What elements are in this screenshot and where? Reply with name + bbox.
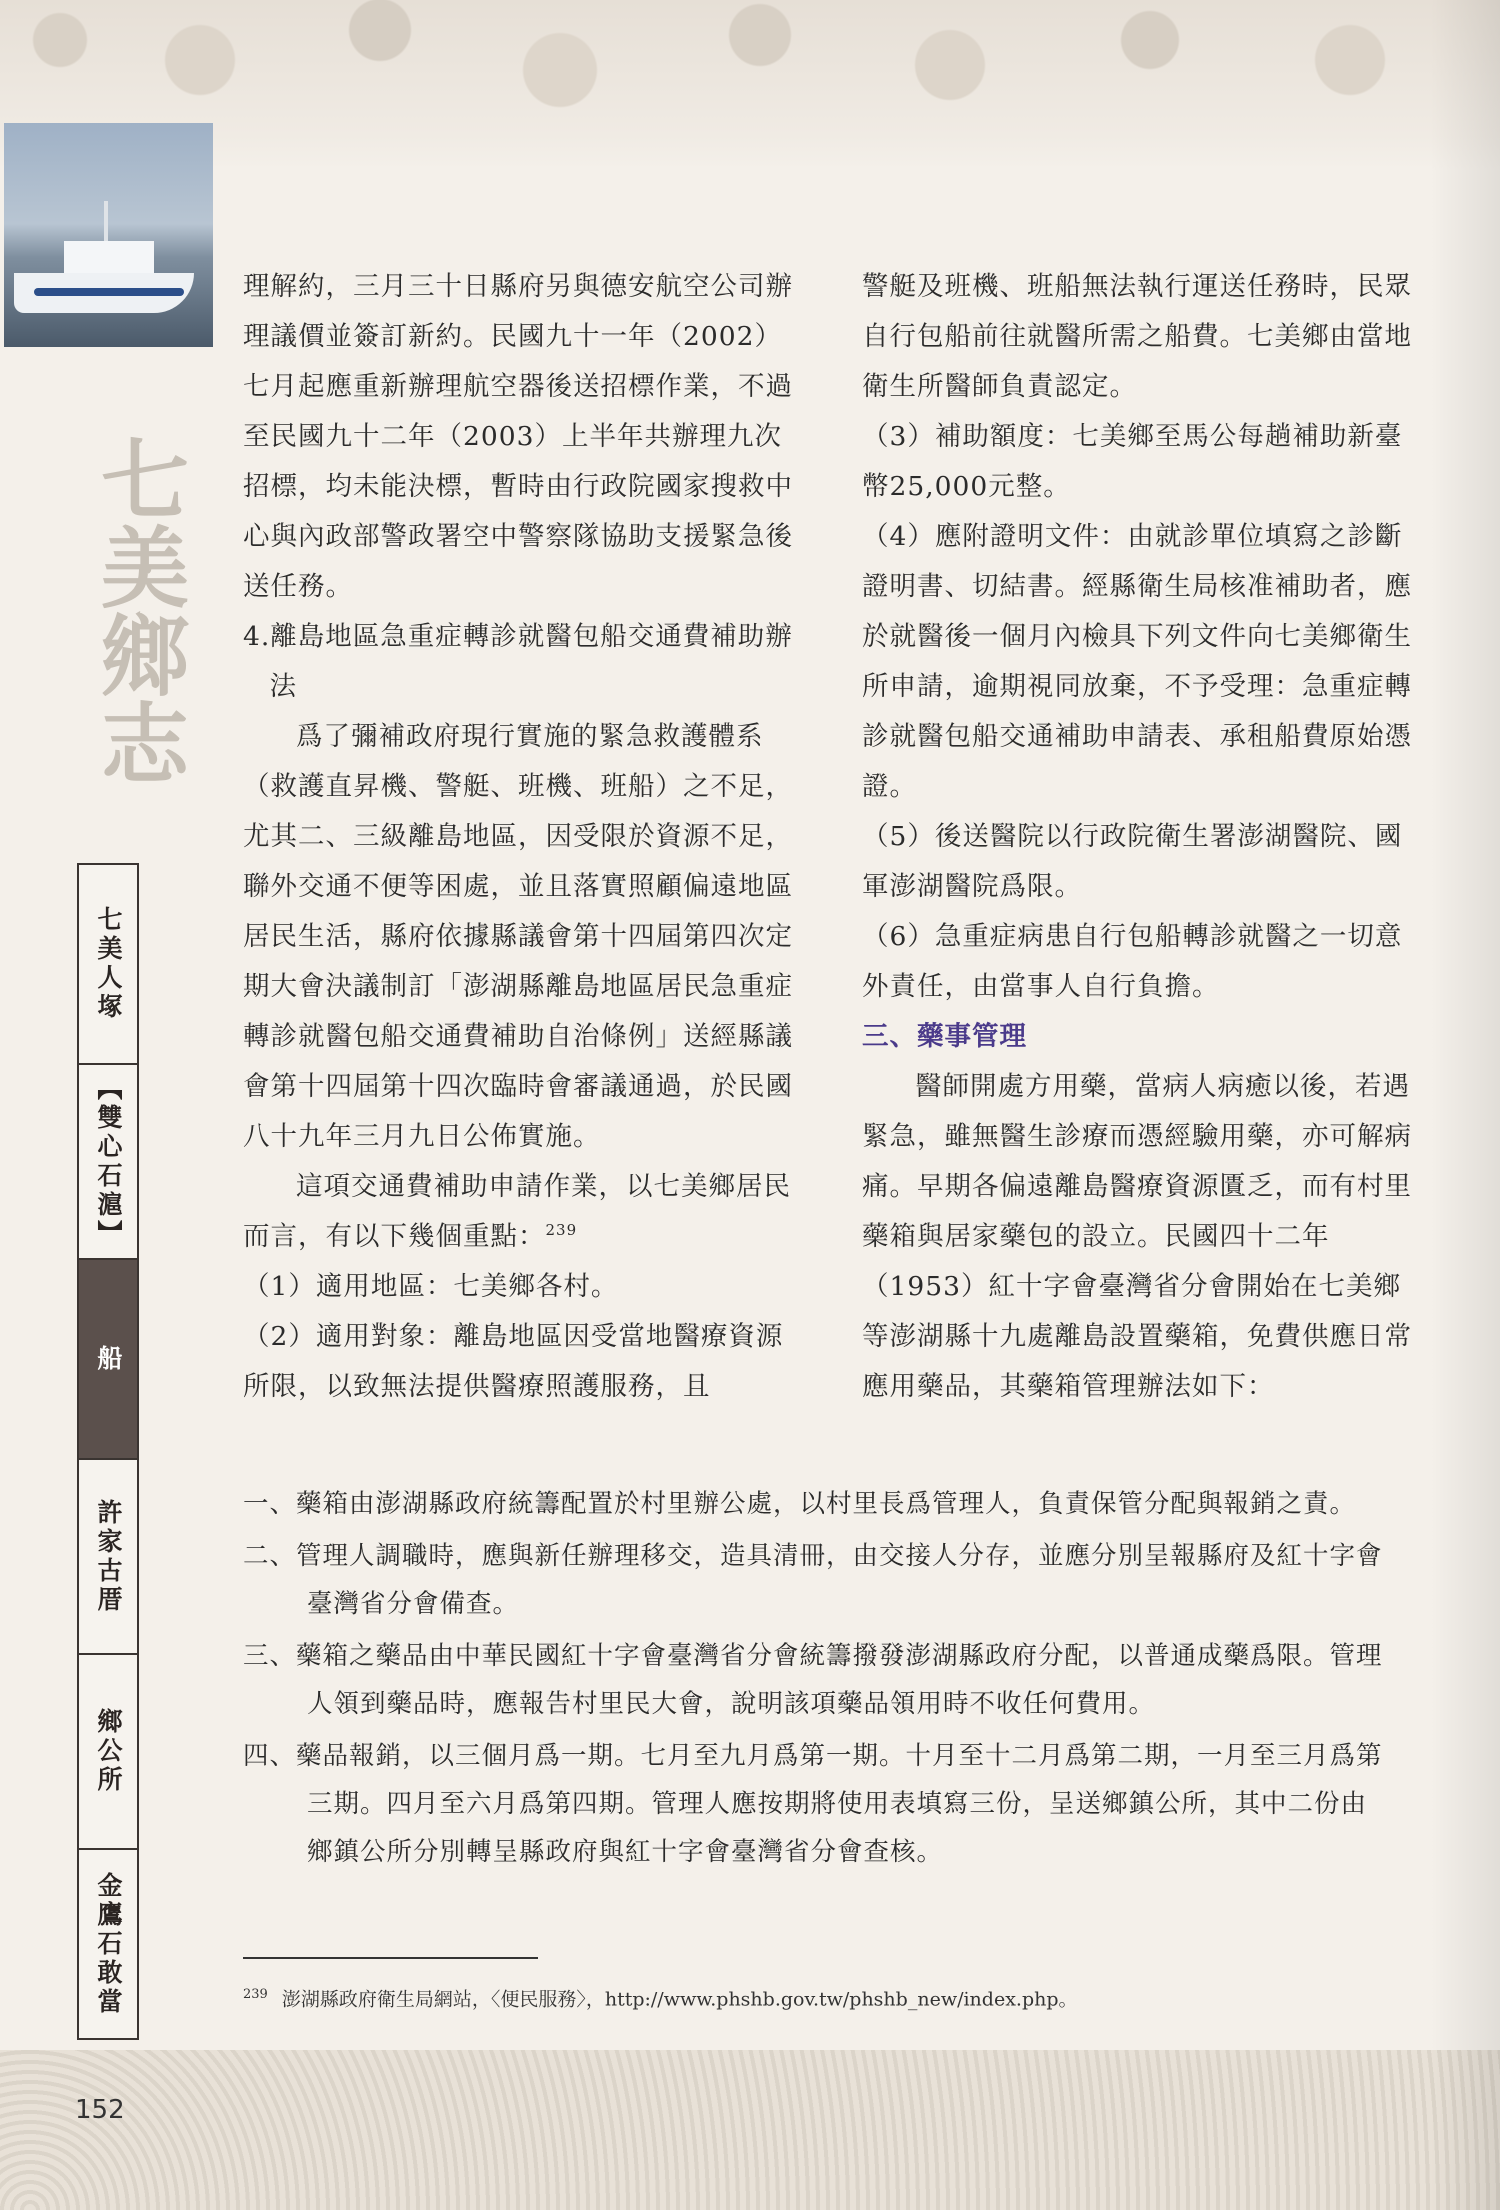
side-tab-label: 鄉公所 bbox=[94, 1708, 123, 1795]
subsection-heading: 4.離島地區急重症轉診就醫包船交通費補助辦法 bbox=[243, 621, 793, 702]
right-list-item: （3）補助額度：七美鄉至馬公每趟補助新臺幣25,000元整。 bbox=[862, 421, 1403, 502]
footnote bbox=[243, 1980, 1393, 2014]
side-tab-label: 許家古厝 bbox=[94, 1498, 123, 1615]
side-calligraphy-title: 七美鄉志 bbox=[87, 434, 191, 786]
rule-item: 四、藥品報銷，以三個月爲一期。七月至九月爲第一期。十月至十二月爲第二期，一月至三月爲第三期。四月至六月爲第四期。管理人應按期將使用表填寫三份，呈送鄉鎮公所，其中二份由鄉鎮公所分別轉呈縣政府與紅十字會臺灣省分會查核。 bbox=[243, 1741, 1383, 1867]
side-tab-township-office[interactable] bbox=[79, 1655, 137, 1850]
rule-item: 一、藥箱由澎湖縣政府統籌配置於村里辦公處，以村里長爲管理人，負責保管分配與報銷之責。 bbox=[243, 1489, 1357, 1519]
section-heading: 三、藥事管理 bbox=[862, 1021, 1027, 1052]
rules-list bbox=[243, 1480, 1393, 1880]
bottom-wave-decoration bbox=[0, 2050, 1500, 2210]
right-paragraph: 警艇及班機、班船無法執行運送任務時，民眾自行包船前往就醫所需之船費。七美鄉由當地衛生所醫師負責認定。 bbox=[862, 271, 1412, 402]
side-tab-bar bbox=[77, 863, 139, 2040]
ship-hull-stripe bbox=[34, 288, 184, 296]
ship-mast bbox=[104, 201, 108, 243]
right-paragraph: 醫師開處方用藥，當病人病癒以後，若遇緊急，雖無醫生診療而憑經驗用藥，亦可解病痛。早期各偏遠離島醫療資源匱乏，而有村里藥箱與居家藥包的設立。民國四十二年（1953）紅十字會臺灣省分會開始在七美鄉等澎湖縣十九處離島設置藥箱，免費供應日常應用藥品，其藥箱管理辦法如下： bbox=[862, 1071, 1412, 1402]
side-tab-xu-house[interactable] bbox=[79, 1460, 137, 1655]
rule-item: 二、管理人調職時，應與新任辦理移交，造具清冊，由交接人分存，並應分別呈報縣府及紅十字會臺灣省分會備查。 bbox=[243, 1541, 1383, 1619]
rule-item: 三、藥箱之藥品由中華民國紅十字會臺灣省分會統籌撥發澎湖縣政府分配，以普通成藥爲限。管理人領到藥品時，應報告村里民大會，說明該項藥品領用時不收任何費用。 bbox=[243, 1641, 1383, 1719]
side-tab-double-heart[interactable] bbox=[79, 1065, 137, 1260]
left-list-item: （1）適用地區：七美鄉各村。 bbox=[243, 1271, 619, 1302]
right-list-item: （5）後送醫院以行政院衛生署澎湖醫院、國軍澎湖醫院爲限。 bbox=[862, 821, 1403, 902]
side-tab-label: 【雙心石滬】 bbox=[94, 1074, 123, 1249]
left-paragraph: 理解約，三月三十日縣府另與德安航空公司辦理議價並簽訂新約。民國九十一年（2002）七月起應重新辦理航空器後送招標作業，不過至民國九十二年（2003）上半年共辦理九次招標，均未能決標，暫時由行政院國家搜救中心與內政部警政署空中警察隊協助支援緊急後送任務。 bbox=[243, 271, 793, 602]
right-list-item: （6）急重症病患自行包船轉診就醫之一切意外責任，由當事人自行負擔。 bbox=[862, 921, 1403, 1002]
left-paragraph bbox=[243, 1162, 793, 1262]
side-tab-label: 船 bbox=[94, 1344, 123, 1374]
footnote-number: 239 bbox=[243, 1987, 268, 2002]
footnote-text: 澎湖縣政府衛生局網站，〈便民服務〉，http://www.phshb.gov.tw/phshb_new/index.php。 bbox=[281, 1988, 1078, 2011]
side-tab-eagle-stone[interactable] bbox=[79, 1850, 137, 2038]
side-tab-qimei-tomb[interactable] bbox=[79, 865, 137, 1065]
right-list-item: （4）應附證明文件：由就診單位填寫之診斷證明書、切結書。經縣衛生局核准補助者，應於就醫後一個月內檢具下列文件向七美鄉衛生所申請，逾期視同放棄，不予受理：急重症轉診就醫包船交通補助申請表、承租船費原始憑證。 bbox=[862, 521, 1412, 802]
footnote-ref[interactable]: 239 bbox=[545, 1221, 578, 1240]
left-column bbox=[243, 262, 793, 1412]
left-list-item: （2）適用對象：離島地區因受當地醫療資源所限，以致無法提供醫療照護服務，且 bbox=[243, 1321, 784, 1402]
ferry-photo bbox=[4, 123, 213, 347]
right-column bbox=[862, 262, 1412, 1412]
top-cloud-decoration bbox=[0, 0, 1500, 170]
left-paragraph-text: 這項交通費補助申請作業，以七美鄉居民而言，有以下幾個重點： bbox=[243, 1171, 791, 1252]
side-tab-label: 金鷹石敢當 bbox=[94, 1871, 123, 2017]
side-tab-boat[interactable] bbox=[79, 1260, 137, 1460]
footnote-divider bbox=[243, 1957, 538, 1959]
page-number: 152 bbox=[75, 2095, 125, 2125]
side-tab-label: 七美人塚 bbox=[94, 906, 123, 1022]
left-paragraph: 爲了彌補政府現行實施的緊急救護體系（救護直昇機、警艇、班機、班船）之不足，尤其二、三級離島地區，因受限於資源不足，聯外交通不便等困處，並且落實照顧偏遠地區居民生活，縣府依據縣議會第十四屆第四次定期大會決議制訂「澎湖縣離島地區居民急重症轉診就醫包船交通費補助自治條例」送經縣議會第十四屆第十四次臨時會審議通過，於民國八十九年三月九日公佈實施。 bbox=[243, 721, 793, 1152]
ship-cabin bbox=[64, 241, 154, 275]
page-edge-shadow bbox=[1430, 0, 1500, 2210]
